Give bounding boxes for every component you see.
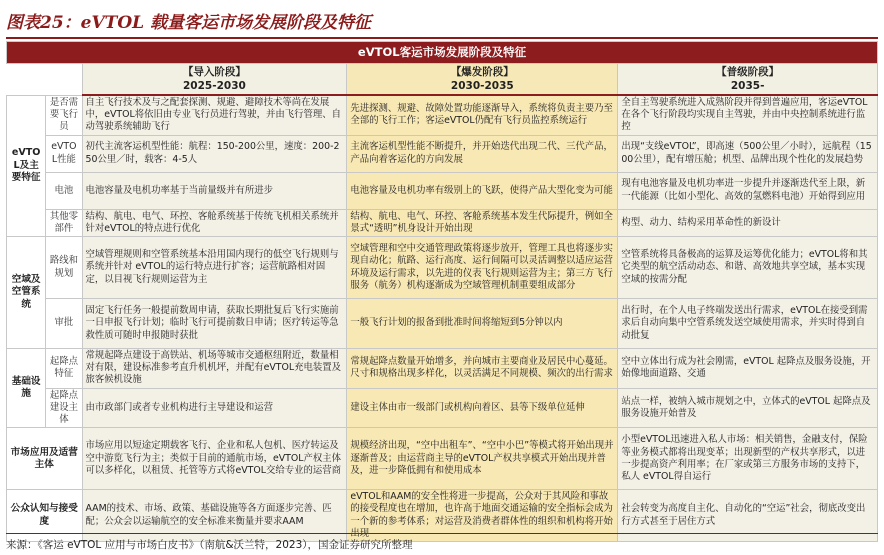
header-spacer: [7, 64, 83, 96]
cell: 空管系统将具备极高的运算及运筹优化能力；eVTOL将和其它类型的航空活动动态、和谐、高效地共享空域，基本实现空域的按需分配: [618, 237, 878, 299]
cell: 市场应用以短途定期载客飞行、企业和私人包机、医疗转运及空中游览飞行为主；类似于目前的通航市场，eVTOL产权主体可以多样化，以租赁、托管等方式将eVTOL交给专业的运营商: [82, 428, 347, 490]
phase-name: 【普级阶段】: [716, 66, 780, 78]
cell: eVTOL和AAM的安全性将进一步提高，公众对于其风险和事故的接受程度也在增加，也许高于地面交通运输的安全指标会成为一个新的参考体系；对运营及消费者群体性的组织和机构将开始出现: [347, 490, 618, 542]
table-row: [7, 428, 878, 490]
table-row: [7, 299, 878, 349]
cell: 电池容量及电机功率有级别上的飞跃，使得产品大型化变为可能: [347, 172, 618, 209]
table-row: [7, 349, 878, 389]
cell: 出现“支线eVTOL”，即高速（500公里／小时），远航程（1500公里），配有增压舱；机型、品牌出现个性化的发展趋势: [618, 135, 878, 172]
cell: 结构、航电、电气、环控、客舱系统基本发生代际提升，例如全景式“透明”机身设计开始出现: [347, 209, 618, 236]
cell: 空域管理规则和空管系统基本沿用国内现行的低空飞行规则与系统并针对 eVTOL的运行特点进行扩容；运营航路相对固定，以目视飞行规则运营为主: [82, 237, 347, 299]
cell: 由市政部门或者专业机构进行主导建设和运营: [82, 388, 347, 428]
cell: 先进探测、规避、故障处置功能逐渐导入，系统将负责主要乃至全部的飞行工作；客运eVTOL仍配有飞行员监控系统运行: [347, 95, 618, 135]
cell: 规模经济出现，“空中出租车”、“空中小巴”等模式将开始出现并逐渐普及；由运营商主导的eVTOL产权共享模式开始出现并普及，进一步降低拥有和使用成本: [347, 428, 618, 490]
category-market: 市场应用及适营主体: [7, 428, 83, 490]
table-row: [7, 388, 878, 428]
cell: 结构、航电、电气、环控、客舱系统基于传统飞机相关系统并针对eVTOL的特点进行优化: [82, 209, 347, 236]
row-label: 其他零部件: [46, 209, 82, 236]
cell: 固定飞行任务一般提前数周申请，获取长期批复后飞行实施前一日申报飞行计划；临时飞行可提前数日申请；医疗转运等急救性质可随时申报随时获批: [82, 299, 347, 349]
table-title: eVTOL客运市场发展阶段及特征: [7, 42, 878, 64]
row-label: 是否需要飞行员: [46, 95, 82, 135]
cell: 电池容量及电机功率基于当前量级并有所进步: [82, 172, 347, 209]
table-row: [7, 135, 878, 172]
cell: 自主飞行技术及与之配套探测、规避、避障技术等尚在发展中，eVTOL将依旧由专业飞行员进行驾驶，并由飞行管理、自动驾驶系统辅助飞行: [82, 95, 347, 135]
table-row: [7, 95, 878, 135]
row-label: 路线和规划: [46, 237, 82, 299]
category-airspace: 空域及空管系统: [7, 237, 46, 349]
table-row: [7, 172, 878, 209]
title-rule: [6, 37, 878, 39]
phase-name: 【爆发阶段】: [450, 66, 514, 78]
cell: 常规起降点数量开始增多，并向城市主要商业及居民中心蔓延。尺寸和规格出现多样化，以灵活满足不同规模、频次的出行需求: [347, 349, 618, 389]
stages-table: [6, 41, 878, 542]
row-label: 起降点建设主体: [46, 388, 82, 428]
cell: 常规起降点建设于高铁站、机场等城市交通枢纽附近，数量相对有限，建设标准参考直升机机坪，并配有eVTOL充电装置及旅客候机设施: [82, 349, 347, 389]
category-public: 公众认知与接受度: [7, 490, 83, 542]
phase-name: 【导入阶段】: [182, 66, 246, 78]
row-label: eVTOL性能: [46, 135, 82, 172]
cell: 出行时，在个人电子终端发送出行需求，eVTOL在接受到需求后自动向集中空管系统发送空域使用需求，并实时得到自动批复: [618, 299, 878, 349]
cell: 现有电池容量及电机功率进一步提升并逐渐迭代至上限，新一代能源（比如小型化、高效的氢燃料电池）开始得到应用: [618, 172, 878, 209]
phase-period: 2030-2035: [450, 80, 514, 92]
source-note: 来源：《客运 eVTOL 应用与市场白皮书》（南航&沃兰特，2023），国金证券研究所整理: [6, 533, 878, 555]
cell: 构型、动力、结构采用革命性的新设计: [618, 209, 878, 236]
table-row: [7, 209, 878, 236]
phase-header-3: [618, 64, 878, 96]
cell: 初代主流客运机型性能：航程：150-200公里，速度：200-250公里／时，载客：4-5人: [82, 135, 347, 172]
cell: 建设主体由市一级部门或机构向着区、县等下级单位延伸: [347, 388, 618, 428]
phase-period: 2035-: [730, 80, 765, 92]
phase-period: 2025-2030: [183, 80, 246, 92]
row-label: 电池: [46, 172, 82, 209]
phase-header-1: [82, 64, 347, 96]
cell: 全自主驾驶系统进入成熟阶段并得到普遍应用，客运eVTOL在各个飞行阶段均实现自主驾驶，并由中央控制系统进行监控: [618, 95, 878, 135]
row-label: 审批: [46, 299, 82, 349]
cell: 主流客运机型性能不断提升，并开始迭代出现二代、三代产品，产品向着客运化的方向发展: [347, 135, 618, 172]
category-evtol: eVTOL及主要特征: [7, 95, 46, 237]
table-row: [7, 237, 878, 299]
cell: AAM的技术、市场、政策、基础设施等各方面逐步完善、匹配；公众会以运输航空的安全标准来衡量并要求AAM: [82, 490, 347, 542]
cell: 空中立体出行成为社会刚需，eVTOL 起降点及服务设施，开始像地面道路、交通: [618, 349, 878, 389]
cell: 小型eVTOL迅速进入私人市场：相关销售，金融支付，保险等业务模式都将出现变革；出现新型的产权共享形式，以进一步提高资产利用率；在厂家或第三方服务市场的支持下，私人 eVTOL得自运行: [618, 428, 878, 490]
row-label: 起降点特征: [46, 349, 82, 389]
cell: 一般飞行计划的报备到批准时间将缩短到5分钟以内: [347, 299, 618, 349]
cell: 空域管理和空中交通管理政策将逐步放开，管理工具也将逐步实现自动化；航路、运行高度、运行间隔可以灵活调整以适应运营环境及运行需求，以先进的仪表飞行规则运营为主；第三方飞行服务（航务）机构逐渐成为空域管理机制重要组成部分: [347, 237, 618, 299]
cell: 站点一样，被纳入城市规划之中，立体式的eVTOL 起降点及服务设施开始普及: [618, 388, 878, 428]
figure-title: 图表25：eVTOL 载量客运市场发展阶段及特征: [6, 13, 371, 33]
cell: 社会转变为高度自主化、自动化的“空运”社会，彻底改变出行方式甚至于居住方式: [618, 490, 878, 542]
phase-header-2: [347, 64, 618, 96]
category-infrastructure: 基础设施: [7, 349, 46, 428]
